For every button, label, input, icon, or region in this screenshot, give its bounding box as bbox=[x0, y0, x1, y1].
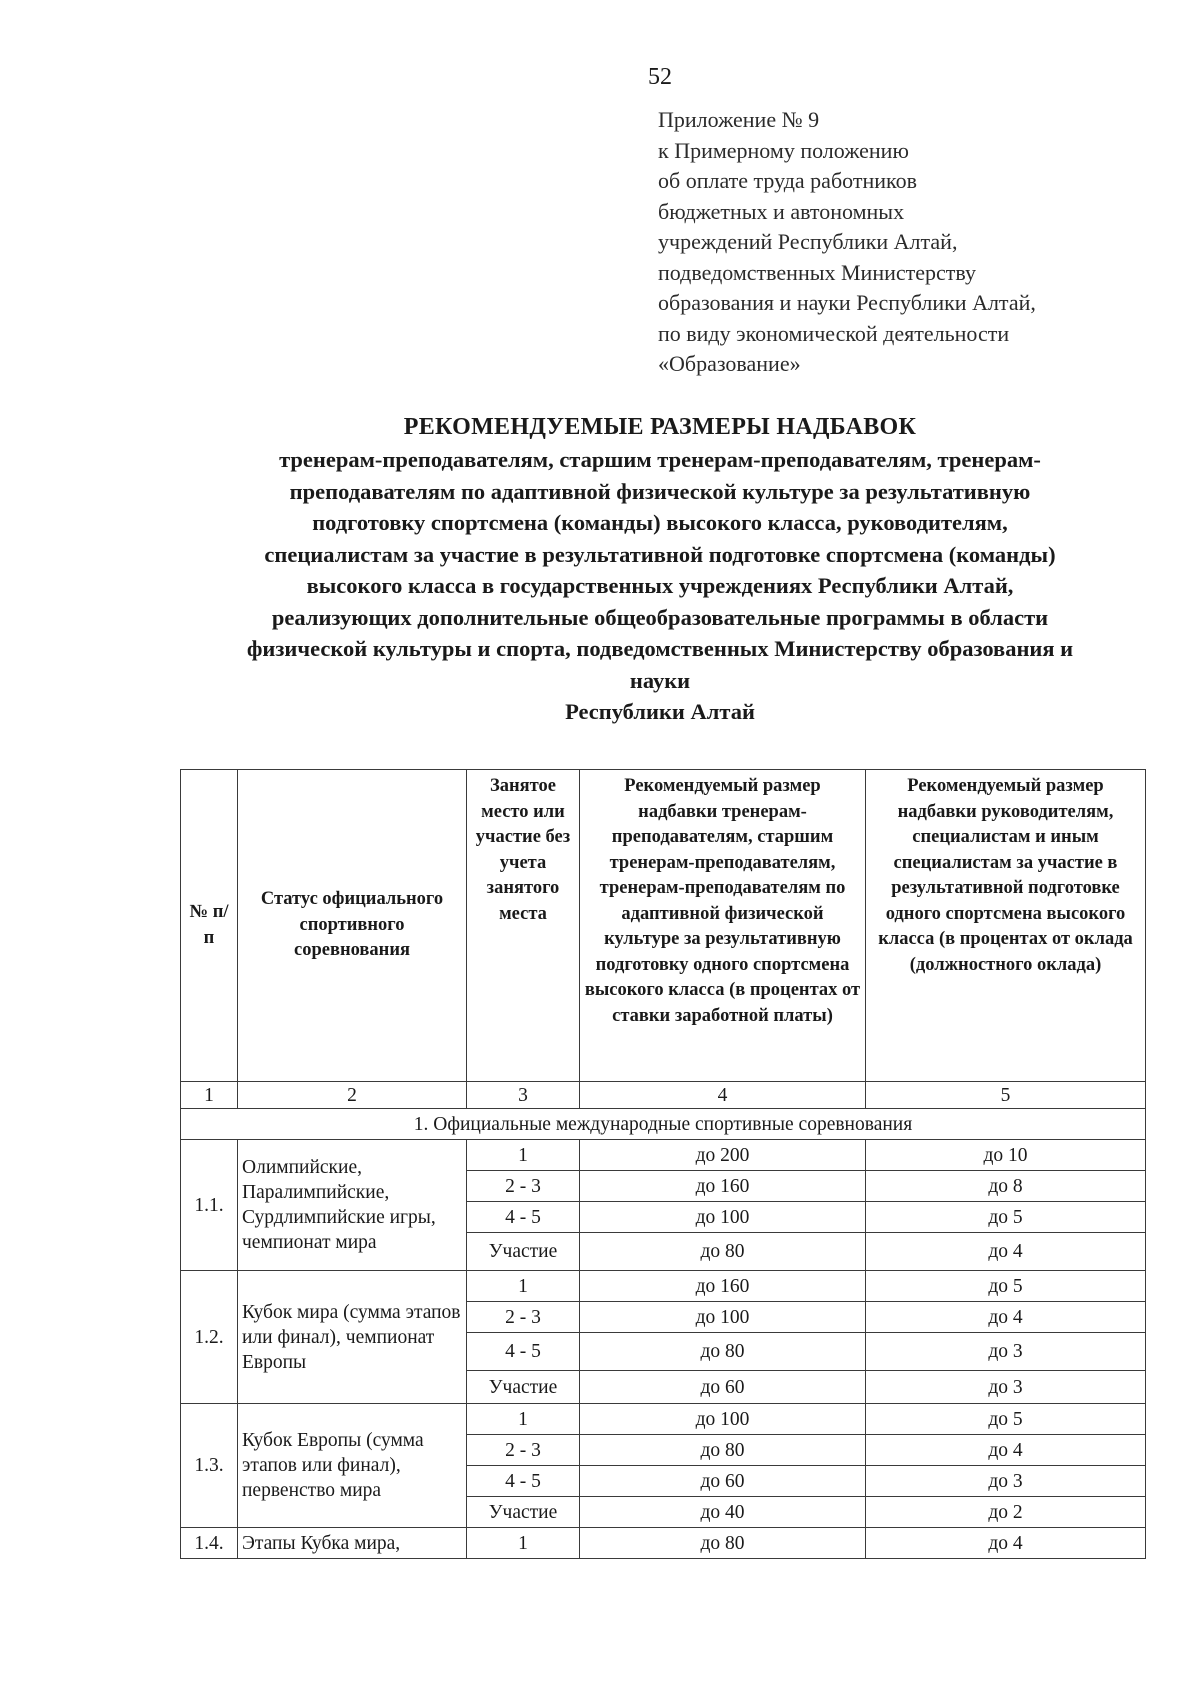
coach-allowance-cell: до 100 bbox=[580, 1302, 866, 1333]
document-title-block bbox=[150, 412, 1170, 728]
manager-allowance-cell: до 5 bbox=[866, 1271, 1146, 1302]
subtitle-line: подготовку спортсмена (команды) высокого класса, руководителям, bbox=[312, 510, 1008, 535]
table-header-row bbox=[181, 770, 1146, 1082]
coach-allowance-cell: до 80 bbox=[580, 1333, 866, 1371]
appendix-line: к Примерному положению bbox=[658, 137, 909, 163]
appendix-line: образования и науки Республики Алтай, bbox=[658, 290, 1036, 315]
manager-allowance-cell: до 5 bbox=[866, 1404, 1146, 1435]
manager-allowance-cell: до 5 bbox=[866, 1202, 1146, 1233]
subtitle-line: преподавателям по адаптивной физической культуре за результативную bbox=[289, 478, 1031, 504]
manager-allowance-cell: до 3 bbox=[866, 1333, 1146, 1371]
subtitle-line: реализующих дополнительные общеобразовательные программы в области bbox=[271, 604, 1049, 630]
manager-allowance-cell: до 4 bbox=[866, 1435, 1146, 1466]
coach-allowance-cell: до 160 bbox=[580, 1271, 866, 1302]
appendix-line: по виду экономической деятельности bbox=[658, 320, 1010, 346]
subtitle-line: высокого класса в государственных учреждениях Республики Алтай, bbox=[306, 573, 1014, 598]
place-cell: 2 - 3 bbox=[467, 1171, 580, 1202]
place-cell: 1 bbox=[467, 1140, 580, 1171]
coach-allowance-cell: до 100 bbox=[580, 1404, 866, 1435]
coach-allowance-cell: до 80 bbox=[580, 1435, 866, 1466]
column-number: 1 bbox=[181, 1082, 238, 1109]
appendix-line: Приложение № 9 bbox=[658, 107, 820, 132]
place-cell: Участие bbox=[467, 1233, 580, 1271]
coach-allowance-cell: до 160 bbox=[580, 1171, 866, 1202]
header-status: Статус официального спортивного соревнования bbox=[238, 770, 467, 1082]
coach-allowance-cell: до 200 bbox=[580, 1140, 866, 1171]
subtitle-line: науки bbox=[629, 667, 691, 693]
coach-allowance-cell: до 60 bbox=[580, 1371, 866, 1404]
column-number: 5 bbox=[866, 1082, 1146, 1109]
appendix-line: «Образование» bbox=[658, 351, 801, 376]
row-number: 1.3. bbox=[181, 1404, 238, 1528]
manager-allowance-cell: до 4 bbox=[866, 1233, 1146, 1271]
subtitle-line: тренерам-преподавателям, старшим тренерам-преподавателям, тренерам- bbox=[279, 447, 1041, 472]
place-cell: 2 - 3 bbox=[467, 1435, 580, 1466]
column-number-row bbox=[181, 1082, 1146, 1109]
column-number: 4 bbox=[580, 1082, 866, 1109]
manager-allowance-cell: до 4 bbox=[866, 1302, 1146, 1333]
appendix-note bbox=[658, 105, 1178, 380]
manager-allowance-cell: до 10 bbox=[866, 1140, 1146, 1171]
place-cell: 1 bbox=[467, 1271, 580, 1302]
header-num: № п/п bbox=[181, 770, 238, 1082]
header-coach-allowance: Рекомендуемый размер надбавки тренерам-преподавателям, старшим тренерам-преподавателям, тренерам-преподавателям по адаптивной физической культуре за результативную подготовку одного спортсмена высокого класса (в процентах от ставки заработной платы) bbox=[580, 770, 866, 1082]
place-cell: 4 - 5 bbox=[467, 1202, 580, 1233]
competition-status: Олимпийские, Паралимпийские, Сурдлимпийские игры, чемпионат мира bbox=[238, 1140, 467, 1271]
row-number: 1.2. bbox=[181, 1271, 238, 1404]
table-row bbox=[181, 1271, 1146, 1302]
column-number: 2 bbox=[238, 1082, 467, 1109]
place-cell: Участие bbox=[467, 1497, 580, 1528]
table-row bbox=[181, 1140, 1146, 1171]
coach-allowance-cell: до 100 bbox=[580, 1202, 866, 1233]
section-title: 1. Официальные международные спортивные соревнования bbox=[181, 1109, 1146, 1140]
competition-status: Кубок мира (сумма этапов или финал), чемпионат Европы bbox=[238, 1271, 467, 1404]
section-row bbox=[181, 1109, 1146, 1140]
appendix-line: учреждений Республики Алтай, bbox=[658, 229, 958, 254]
manager-allowance-cell: до 3 bbox=[866, 1371, 1146, 1404]
place-cell: 4 - 5 bbox=[467, 1466, 580, 1497]
header-manager-allowance: Рекомендуемый размер надбавки руководителям, специалистам и иным специалистам за участие в результативной подготовке одного спортсмена высокого класса (в процентах от оклада (должностного оклада) bbox=[866, 770, 1146, 1082]
document-title: РЕКОМЕНДУЕМЫЕ РАЗМЕРЫ НАДБАВОК bbox=[403, 414, 917, 440]
place-cell: Участие bbox=[467, 1371, 580, 1404]
column-number: 3 bbox=[467, 1082, 580, 1109]
appendix-line: бюджетных и автономных bbox=[658, 198, 905, 224]
competition-status: Этапы Кубка мира, bbox=[238, 1528, 467, 1559]
manager-allowance-cell: до 8 bbox=[866, 1171, 1146, 1202]
coach-allowance-cell: до 40 bbox=[580, 1497, 866, 1528]
manager-allowance-cell: до 4 bbox=[866, 1528, 1146, 1559]
coach-allowance-cell: до 60 bbox=[580, 1466, 866, 1497]
document-subtitle bbox=[150, 444, 1170, 728]
row-number: 1.4. bbox=[181, 1528, 238, 1559]
manager-allowance-cell: до 2 bbox=[866, 1497, 1146, 1528]
header-place: Занятое место или участие без учета занятого места bbox=[467, 770, 580, 1082]
place-cell: 1 bbox=[467, 1404, 580, 1435]
place-cell: 2 - 3 bbox=[467, 1302, 580, 1333]
competition-status: Кубок Европы (сумма этапов или финал), первенство мира bbox=[238, 1404, 467, 1528]
page-number: 52 bbox=[648, 64, 672, 90]
appendix-line: об оплате труда работников bbox=[658, 168, 917, 193]
manager-allowance-cell: до 3 bbox=[866, 1466, 1146, 1497]
place-cell: 4 - 5 bbox=[467, 1333, 580, 1371]
subtitle-line: Республики Алтай bbox=[565, 699, 755, 724]
subtitle-line: специалистам за участие в результативной подготовке спортсмена (команды) bbox=[264, 541, 1056, 567]
table-row bbox=[181, 1404, 1146, 1435]
coach-allowance-cell: до 80 bbox=[580, 1233, 866, 1271]
appendix-line: подведомственных Министерству bbox=[658, 259, 977, 285]
allowance-table bbox=[180, 769, 1146, 1559]
table-row bbox=[181, 1528, 1146, 1559]
subtitle-line: физической культуры и спорта, подведомственных Министерству образования и bbox=[246, 636, 1074, 661]
row-number: 1.1. bbox=[181, 1140, 238, 1271]
place-cell: 1 bbox=[467, 1528, 580, 1559]
coach-allowance-cell: до 80 bbox=[580, 1528, 866, 1559]
